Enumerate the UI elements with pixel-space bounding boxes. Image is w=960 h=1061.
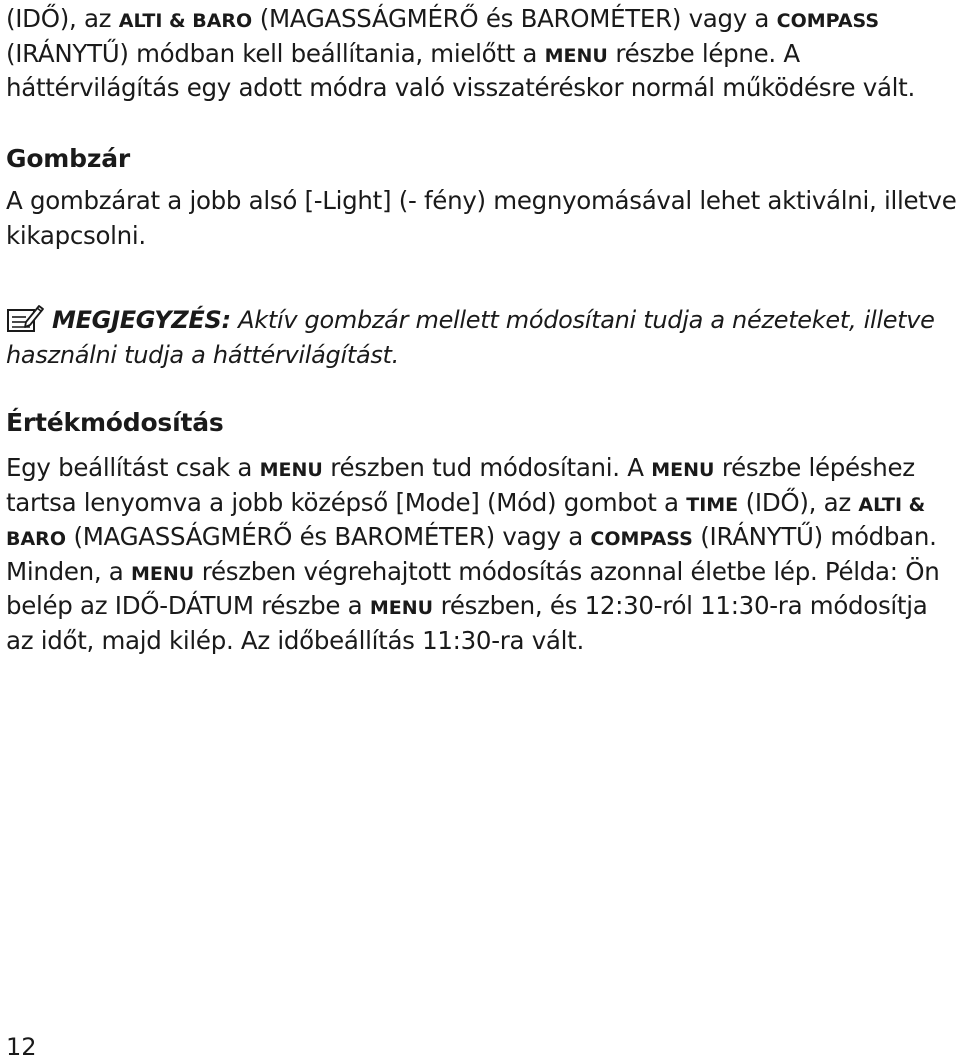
keyword-alti: ALTI & — [858, 493, 926, 516]
keyword-compass: COMPASS — [590, 528, 693, 550]
keyword-alti-baro: ALTI & BARO — [118, 10, 253, 32]
ertek-line-5: belép az IDŐ-DÁTUM részbe a MENU részben, és 12:30-ról 11:30-ra módosítja — [6, 591, 928, 620]
gombzar-paragraph — [6, 184, 957, 253]
ertek-line-2: tartsa lenyomva a jobb középső [Mode] (Mód) gombot a TIME (IDŐ), az ALTI & — [6, 487, 926, 517]
intro-line-2: (IRÁNYTŰ) módban kell beállítania, mielőtt a MENU részbe lépne. A — [6, 38, 800, 68]
note-block — [6, 303, 935, 372]
keyword-menu: MENU — [544, 44, 608, 67]
keyword-menu: MENU — [651, 459, 715, 481]
note-label: MEGJEGYZÉS: — [52, 306, 231, 334]
section-heading-ertekmodositas: Értékmódosítás — [6, 408, 224, 437]
keyword-compass: COMPASS — [776, 10, 880, 32]
page-number: 12 — [6, 1033, 37, 1061]
section-heading-gombzar: Gombzár — [6, 144, 130, 173]
keyword-time: TIME — [686, 493, 739, 516]
ertek-line-6: az időt, majd kilép. Az időbeállítás 11:30-ra vált. — [6, 625, 584, 655]
note-line-2: használni tudja a háttérvilágítást. — [6, 340, 399, 369]
gombzar-line-1: A gombzárat a jobb alsó [-Light] (- fény) megnyomásával lehet aktiválni, illetve — [6, 186, 957, 215]
document-page — [6, 0, 956, 1060]
keyword-baro: BARO — [6, 528, 66, 550]
ertek-line-4: Minden, a MENU részben végrehajtott módosítás azonnal életbe lép. Példa: Ön — [6, 556, 940, 586]
note-pencil-icon — [6, 304, 46, 334]
ertek-line-1: Egy beállítást csak a MENU részben tud módosítani. A MENU részbe lépéshez — [6, 453, 915, 482]
keyword-menu: MENU — [369, 597, 434, 619]
intro-line-3: háttérvilágítás egy adott módra való visszatéréskor normál működésre vált. — [6, 73, 915, 102]
ertek-line-3: BARO (MAGASSÁGMÉRŐ és BAROMÉTER) vagy a COMPASS (IRÁNYTŰ) módban. — [6, 522, 937, 551]
note-line-1 — [6, 303, 935, 338]
intro-line-1: (IDŐ), az ALTI & BARO (MAGASSÁGMÉRŐ és BAROMÉTER) vagy a COMPASS — [6, 4, 880, 33]
ertekmodositas-paragraph — [6, 451, 939, 658]
note-text-1: Aktív gombzár mellett módosítani tudja a nézeteket, illetve — [230, 306, 935, 334]
gombzar-line-2: kikapcsolni. — [6, 220, 146, 250]
keyword-menu: MENU — [259, 459, 323, 481]
intro-paragraph — [6, 2, 915, 106]
keyword-menu: MENU — [131, 562, 195, 585]
